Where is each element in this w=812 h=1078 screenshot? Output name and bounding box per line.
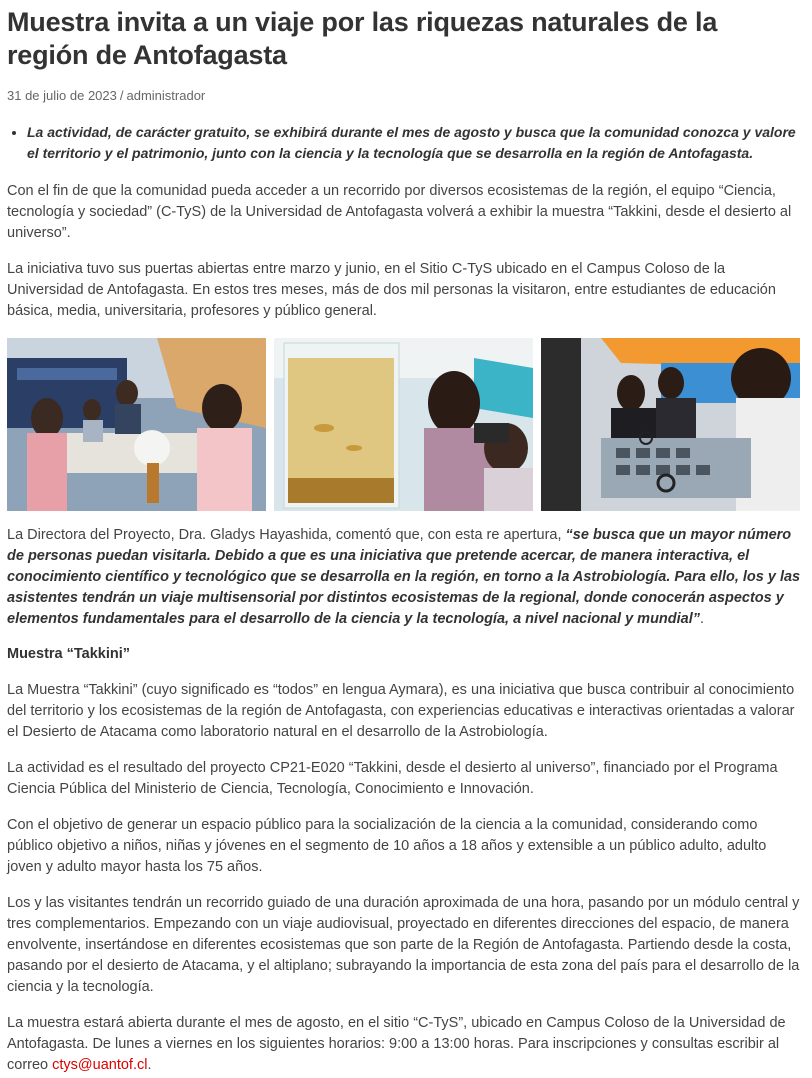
gallery-photo-2[interactable] [274,338,533,511]
paragraph: Con el objetivo de generar un espacio público para la socialización de la ciencia a la comunidad, considerando como público objetivo a niños, niñas y jóvenes en el segmento de 10 años a 18 años y extensible a un público adulto, adulto joven y adulto mayor hasta los 75 años. [7,817,767,875]
paragraph: Los y las visitantes tendrán un recorrido guiado de una duración aproximada de una hora, pasando por un módulo central y tres complementarios. Empezando con un viaje audiovisual, proyectado en diferentes direcciones del espacio, de manera envolvente, insertándose en diferentes ecosistemas que son parte de la Región de Antofagasta. Partiendo desde la costa, pasando por el desierto de Atacama, y el altiplano; subrayando la importancia de esta zona del país para el desarrollo de la ciencia y la tecnología. [7,895,800,995]
author-link[interactable]: administrador [126,88,206,103]
paragraph-text: La muestra estará abierta durante el mes de agosto, en el sitio “C-TyS”, ubicado en Campus Coloso de la Universidad de Antofagasta. De lunes a viernes en los siguientes horarios: 9:00 a 13:00 horas. Para inscripciones y consultas escribir al correo [7,1015,786,1073]
gallery-photo-1[interactable] [7,338,266,511]
paragraph: La actividad es el resultado del proyecto CP21-E020 “Takkini, desde el desierto al universo”, financiado por el Programa Ciencia Pública del Ministerio de Ciencia, Tecnología, Conocimiento e Innovación. [7,760,778,797]
post-meta [7,87,803,105]
paragraph: Con el fin de que la comunidad pueda acceder a un recorrido por diversos ecosistemas de la región, el equipo “Ciencia, tecnología y sociedad” (C-TyS) de la Universidad de Antofagasta volverá a exhibir la muestra “Takkini, desde el desierto al universo”. [7,183,792,241]
gallery-photo-3[interactable] [541,338,800,511]
paragraph-intro: La Directora del Proyecto, Dra. Gladys Hayashida, comentó que, con esta re apertura, [7,527,566,543]
photo-image [7,338,266,511]
meta-separator: / [119,88,124,103]
photo-image [274,338,533,511]
paragraph-end: . [147,1057,152,1073]
closing-paragraph [7,1013,803,1076]
director-quote: “se busca que un mayor número de personas puedan visitarla. Debido a que es una iniciativa que pretende acercar, de manera interactiva, el conocimiento científico y tecnológico que se desarrolla en la región, en torno a la Astrobiología. Para ello, los y las asistentes tendrán un viaje multisensorial por distintos ecosistemas de la regional, donde conocerán aspectos y elementos fundamentales para el desarrollo de la ciencia y la tecnología, a nivel nacional y mundial” [7,527,801,627]
director-paragraph [7,525,803,630]
summary-list [7,122,803,164]
photo-image [541,338,800,511]
paragraph-end: . [700,611,705,627]
post-date[interactable]: 31 de julio de 2023 [7,88,117,103]
paragraph: La iniciativa tuvo sus puertas abiertas entre marzo y junio, en el Sitio C-TyS ubicado en el Campus Coloso de la Universidad de Antofagasta. En estos tres meses, más de dos mil personas la visitaron, entre estudiantes de educación básica, media, universitaria, profesores y público general. [7,261,776,319]
summary-item: • La actividad, de carácter gratuito, se exhibirá durante el mes de agosto y busca que la comunidad conozca y valore el territorio y el patrimonio, junto con la ciencia y la tecnología que se desarrolla en la región de Antofagasta. [27,122,803,164]
section-heading: Muestra “Takkini” [7,646,131,662]
photo-gallery [7,338,800,511]
article-title: Muestra invita a un viaje por las riquezas naturales de la región de Antofagasta [7,7,718,70]
paragraph: La Muestra “Takkini” (cuyo significado es “todos” en lengua Aymara), es una iniciativa que busca contribuir al conocimiento del territorio y los ecosistemas de la región de Antofagasta, con experiencias educativas e interactivas orientadas a valorar el Desierto de Atacama como laboratorio natural en el desarrollo de la Astrobiología. [7,682,795,740]
email-link[interactable]: ctys@uantof.cl [52,1057,148,1073]
